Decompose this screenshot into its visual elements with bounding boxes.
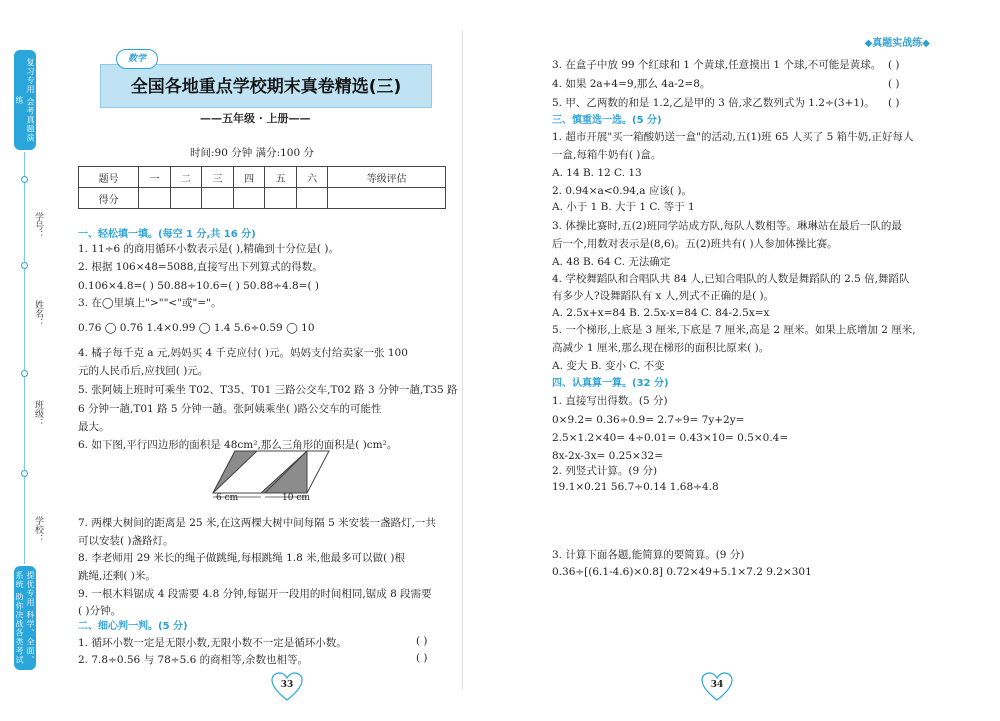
margin-dot	[21, 176, 28, 183]
question-line: 2.5×1.2×40= 4÷0.01= 0.43×10= 0.5×0.4=	[552, 432, 789, 444]
question-line: 4. 橘子每千克 a 元,妈妈买 4 千克应付( )元。妈妈支付给卖家一张 100	[78, 347, 408, 359]
question-line: 9. 一根木料锯成 4 段需要 4.8 分钟,每锯开一段用的时间相同,锯成 8 段需要	[78, 588, 432, 600]
question-line: 高减少 1 厘米,那么现在梯形的面积比原来( )。	[552, 342, 770, 354]
question-line: 3. 体操比赛时,五(2)班同学站成方队,每队人数相等。琳琳站在最后一队的最	[552, 220, 902, 232]
question-line: ( )分钟。	[78, 605, 122, 617]
score-cell[interactable]	[328, 188, 446, 209]
margin-dot	[21, 470, 28, 477]
question-line: 2. 根据 106×48=5088,直接写出下列算式的得数。	[78, 261, 323, 273]
question-line: 1. 直接写出得数。(5 分)	[552, 395, 668, 407]
question-line: 5. 甲、乙两数的和是 1.2,乙是甲的 3 倍,求乙数列式为 1.2÷(3+1)。	[552, 97, 875, 109]
question-line: 3. 在◯里填上">""<"或"="。	[78, 297, 222, 309]
title-banner	[100, 64, 432, 108]
corner-tag: ◆真题实战练◆	[864, 38, 930, 49]
question-line: 一盒,每箱牛奶有( )盒。	[552, 149, 662, 161]
question-line: 2. 7.8÷0.56 与 78÷5.6 的商相等,余数也相等。	[78, 654, 308, 666]
question-line: 有多少人?设舞蹈队有 x 人,列式不正确的是( )。	[552, 290, 775, 302]
question-line: A. 48 B. 64 C. 无法确定	[552, 256, 671, 268]
question-line: 跳绳,还剩( )米。	[78, 570, 156, 582]
class-field: 班级：	[33, 400, 43, 427]
section-heading: 四、认真算一算。(32 分)	[552, 378, 669, 389]
page-number-left: 33	[280, 680, 294, 690]
question-line: 0×9.2= 0.36÷0.9= 2.7÷9= 7y+2y=	[552, 414, 745, 426]
question-line: 后一个,用数对表示是(8,6)。五(2)班共有( )人参加体操比赛。	[552, 238, 838, 250]
score-table	[78, 166, 446, 209]
advance-tab: 提优专用 科学、全面、系统 助你决战各类考试	[14, 566, 36, 670]
dimension-label-10cm: 10 cm	[282, 493, 310, 503]
question-line: 4. 学校舞蹈队和合唱队共 84 人,已知合唱队的人数是舞蹈队的 2.5 倍,舞蹈队	[552, 273, 910, 285]
review-tab: 复习专用 会考真题演练	[14, 50, 36, 150]
score-header: 四	[233, 167, 265, 188]
question-line: 可以安装( )盏路灯。	[78, 535, 174, 547]
score-header: 二	[170, 167, 202, 188]
question-line: 6 分钟一趟,T01 路 5 分钟一趟。张阿姨乘坐( )路公交车的可能性	[78, 403, 382, 415]
score-header: 等级评估	[328, 167, 446, 188]
answer-paren[interactable]: ( )	[416, 652, 428, 664]
answer-paren[interactable]: ( )	[888, 78, 900, 90]
question-line: 0.106×4.8=( ) 50.88÷10.6=( ) 50.88÷4.8=( )	[78, 280, 320, 292]
margin-dot	[21, 370, 28, 377]
score-table-header-row	[79, 167, 446, 188]
score-cell[interactable]	[296, 188, 328, 209]
question-line: A. 2.5x+x=84 B. 2.5x-x=84 C. 84-2.5x=x	[552, 307, 770, 319]
answer-paren[interactable]: ( )	[888, 59, 900, 71]
page-number-right: 34	[710, 680, 724, 690]
question-line: 2. 列竖式计算。(9 分)	[552, 465, 658, 477]
score-header: 题号	[79, 167, 139, 188]
question-line: 1. 11÷6 的商用循环小数表示是( ),精确到十分位是( )。	[78, 243, 339, 255]
question-line: 7. 两棵大树间的距离是 25 米,在这两棵大树中间每隔 5 米安装一盏路灯,一共	[78, 517, 436, 529]
dimension-label-6cm: 6 cm	[216, 493, 239, 503]
score-cell[interactable]	[265, 188, 297, 209]
name-field: 姓名：	[33, 300, 43, 327]
question-line: 6. 如下图,平行四边形的面积是 48cm²,那么三角形的面积是( )cm²。	[78, 439, 398, 451]
question-line: 元的人民币后,应找回( )元。	[78, 365, 209, 377]
question-line: 1. 超市开展"买一箱酸奶送一盒"的活动,五(1)班 65 人买了 5 箱牛奶,正好每人	[552, 131, 914, 143]
question-line: 4. 如果 2a+4=9,那么 4a-2=8。	[552, 78, 711, 90]
margin-dot	[21, 262, 28, 269]
time-info: 时间:90 分钟 满分:100 分	[190, 147, 314, 159]
question-line: 2. 0.94×a<0.94,a 应该( )。	[552, 185, 692, 197]
section-heading: 一、轻松填一填。(每空 1 分,共 16 分)	[78, 229, 256, 240]
score-cell[interactable]	[170, 188, 202, 209]
page-number-ornament	[700, 672, 734, 702]
score-header: 三	[202, 167, 234, 188]
score-header: 一	[139, 167, 171, 188]
question-line: 19.1×0.21 56.7÷0.14 1.68÷4.8	[552, 481, 719, 493]
question-line: 8. 李老师用 29 米长的绳子做跳绳,每根跳绳 1.8 米,他最多可以做( )根	[78, 552, 405, 564]
question-line: 5. 一个梯形,上底是 3 厘米,下底是 7 厘米,高是 2 厘米。如果上底增加 2 厘米,	[552, 324, 916, 336]
subject-badge: 数学	[116, 49, 158, 69]
exam-title: 全国各地重点学校期末真卷精选(三)	[130, 77, 402, 97]
page-divider	[462, 30, 463, 690]
score-row-label: 得分	[79, 188, 139, 209]
question-line: 8x-2x-3x= 0.25×32=	[552, 450, 664, 462]
question-line: 3. 在盒子中放 99 个红球和 1 个黄球,任意摸出 1 个球,不可能是黄球。	[552, 59, 882, 71]
margin-line	[24, 152, 25, 564]
school-field: 学校：	[33, 516, 43, 543]
question-line: 1. 循环小数一定是无限小数,无限小数不一定是循环小数。	[78, 637, 347, 649]
score-cell[interactable]	[202, 188, 234, 209]
question-line: 3. 计算下面各题,能简算的要简算。(9 分)	[552, 549, 745, 561]
question-line: 最大。	[78, 421, 110, 433]
score-header: 六	[296, 167, 328, 188]
score-header: 五	[265, 167, 297, 188]
answer-paren[interactable]: ( )	[416, 635, 428, 647]
question-line: A. 变大 B. 变小 C. 不变	[552, 360, 665, 372]
answer-paren[interactable]: ( )	[888, 97, 900, 109]
student-no-field: 学号：	[33, 212, 43, 239]
question-line: 5. 张阿姨上班时可乘坐 T02、T35、T01 三路公交车,T02 路 3 分钟一趟,T35 路	[78, 384, 458, 396]
question-line: A. 14 B. 12 C. 13	[552, 167, 642, 179]
page-number-ornament	[270, 672, 304, 702]
question-line: 0.36÷[(6.1-4.6)×0.8] 0.72×49+5.1×7.2 9.2×301	[552, 566, 812, 578]
question-line: A. 小于 1 B. 大于 1 C. 等于 1	[552, 201, 695, 213]
question-line: 0.7̇6 ◯ 0.7̇6̇ 1.4×0.99 ◯ 1.4 5.6÷0.59 ◯ 10	[78, 322, 315, 334]
score-cell[interactable]	[139, 188, 171, 209]
section-heading: 二、细心判一判。(5 分)	[78, 621, 188, 632]
section-heading: 三、慎重选一选。(5 分)	[552, 115, 662, 126]
score-table-row	[79, 188, 446, 209]
grade-subtitle: ——五年级 · 上册——	[200, 112, 311, 125]
score-cell[interactable]	[233, 188, 265, 209]
